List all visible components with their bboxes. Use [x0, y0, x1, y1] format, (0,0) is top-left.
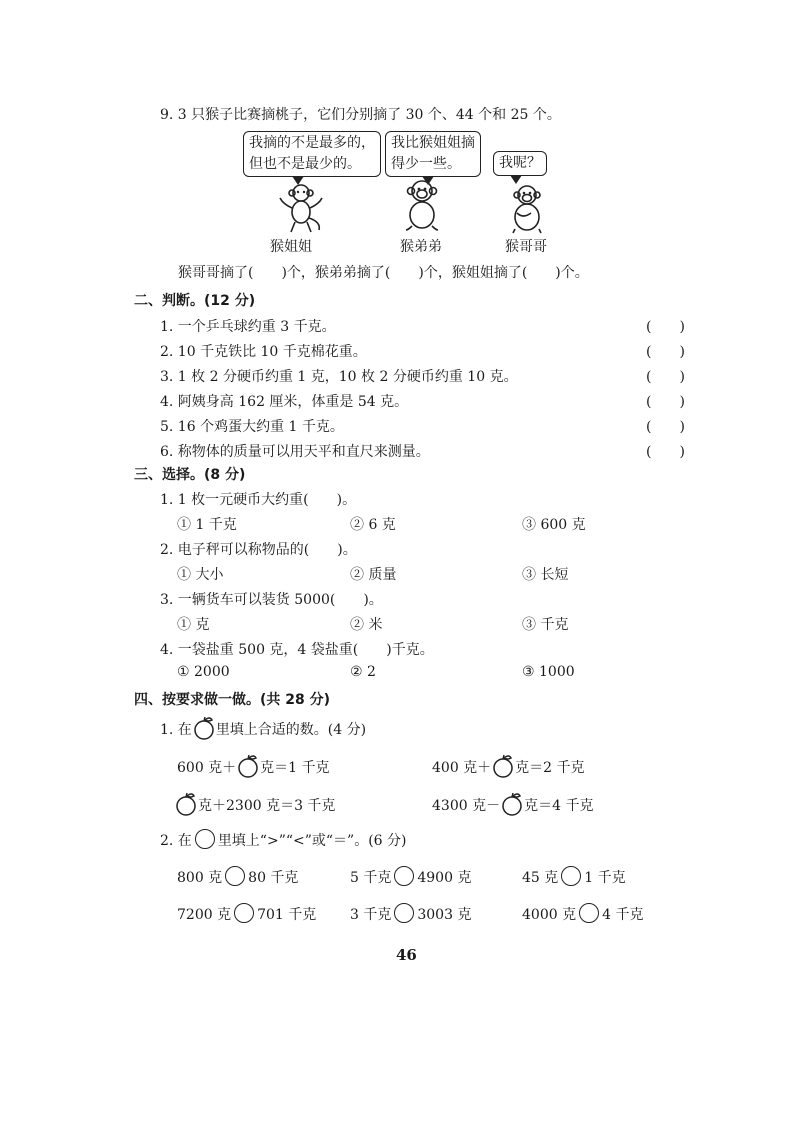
- compare-item-6: [522, 903, 643, 924]
- compare-blank-circle[interactable]: [225, 866, 245, 886]
- judge-item-6: 6. 称物体的质量可以用天平和直尺来测量。: [160, 444, 430, 460]
- judge-answer-2[interactable]: ( ): [646, 344, 685, 360]
- choice-1-option-2[interactable]: ② 6 克: [350, 517, 396, 533]
- compare-4-left: 7200 克: [177, 907, 232, 923]
- section4-q2: [160, 829, 407, 850]
- compare-blank-circle[interactable]: [394, 903, 414, 923]
- compare-5-right: 3003 克: [417, 907, 472, 923]
- judge-answer-1[interactable]: ( ): [646, 319, 685, 335]
- speech-bubble-young-brother: [385, 131, 481, 177]
- choice-3-option-1[interactable]: ① 克: [177, 617, 210, 633]
- fill-apple-item-3: [174, 792, 335, 816]
- fill-apple-4-right: 克＝4 千克: [524, 798, 594, 814]
- section4-q1-prefix: 1. 在: [160, 722, 192, 738]
- bubble-young-brother-line1: 我比猴姐姐摘: [391, 135, 475, 151]
- compare-item-2: [350, 866, 471, 887]
- choice-question-3: 3. 一辆货车可以装货 5000( )。: [160, 592, 383, 608]
- compare-6-left: 4000 克: [522, 907, 577, 923]
- fill-apple-item-4: [432, 792, 593, 816]
- section4-title: 四、按要求做一做。(共 28 分): [134, 692, 331, 708]
- compare-item-4: [177, 903, 316, 924]
- choice-2-option-2[interactable]: ② 质量: [350, 567, 397, 583]
- section4-q2-suffix: 里填上“>”“<”或“＝”。(6 分): [217, 833, 407, 849]
- monkey-sister-icon: [275, 182, 327, 234]
- compare-item-1: [177, 866, 298, 887]
- bubble-young-brother-line2: 得少一些。: [391, 156, 461, 172]
- page-number: 46: [396, 946, 417, 964]
- q9-text: 9. 3 只猴子比赛摘桃子，它们分别摘了 30 个、44 个和 25 个。: [160, 107, 561, 123]
- compare-item-3: [522, 866, 626, 887]
- fill-apple-2-left: 400 克＋: [432, 760, 492, 776]
- choice-4-option-1[interactable]: ① 2000: [177, 664, 230, 680]
- section3-title: 三、选择。(8 分): [134, 467, 246, 483]
- compare-2-left: 5 千克: [350, 870, 392, 886]
- section2-title: 二、判断。(12 分): [134, 293, 256, 309]
- fill-apple-item-2: [432, 754, 585, 778]
- monkey-young-brother-label: 猴弟弟: [400, 239, 442, 255]
- fill-apple-3-right: 克＋2300 克＝3 千克: [198, 798, 336, 814]
- monkey-old-brother-icon: [505, 183, 549, 235]
- fill-apple-2-right: 克＝2 千克: [515, 760, 585, 776]
- section4-q2-prefix: 2. 在: [160, 833, 192, 849]
- judge-answer-4[interactable]: ( ): [646, 394, 685, 410]
- judge-item-2: 2. 10 千克铁比 10 千克棉花重。: [160, 344, 367, 360]
- compare-blank-circle[interactable]: [394, 866, 414, 886]
- compare-blank-circle[interactable]: [579, 903, 599, 923]
- judge-item-5: 5. 16 个鸡蛋大约重 1 千克。: [160, 419, 344, 435]
- bubble-sister-line1: 我摘的不是最多的，: [249, 135, 375, 151]
- compare-blank-circle[interactable]: [561, 866, 581, 886]
- bubble-old-brother-text: 我呢？: [499, 155, 541, 171]
- bubble-sister-line2: 但也不是最少的。: [249, 156, 361, 172]
- circle-icon: [195, 829, 215, 849]
- q9-answer-line: 猴哥哥摘了( )个，猴弟弟摘了( )个，猴姐姐摘了( )个。: [178, 265, 589, 281]
- compare-1-right: 80 千克: [248, 870, 299, 886]
- speech-bubble-sister: [243, 131, 381, 177]
- compare-2-right: 4900 克: [417, 870, 472, 886]
- compare-5-left: 3 千克: [350, 907, 392, 923]
- judge-item-4: 4. 阿姨身高 162 厘米，体重是 54 克。: [160, 394, 409, 410]
- monkey-young-brother-icon: [398, 178, 446, 234]
- monkey-old-brother-label: 猴哥哥: [505, 239, 547, 255]
- choice-question-4: 4. 一袋盐重 500 克，4 袋盐重( )千克。: [160, 642, 434, 658]
- choice-question-2: 2. 电子秤可以称物品的( )。: [160, 542, 357, 558]
- compare-4-right: 701 千克: [257, 907, 317, 923]
- choice-2-option-1[interactable]: ① 大小: [177, 567, 224, 583]
- fill-apple-4-left: 4300 克－: [432, 798, 501, 814]
- speech-bubble-old-brother: [493, 151, 547, 176]
- judge-item-1: 1. 一个乒乓球约重 3 千克。: [160, 319, 336, 335]
- apple-blank-icon[interactable]: [237, 754, 259, 778]
- apple-blank-icon[interactable]: [492, 754, 514, 778]
- apple-blank-icon[interactable]: [501, 792, 523, 816]
- choice-4-option-3[interactable]: ③ 1000: [522, 664, 575, 680]
- choice-1-option-3[interactable]: ③ 600 克: [522, 517, 586, 533]
- choice-2-option-3[interactable]: ③ 长短: [522, 567, 569, 583]
- judge-item-3: 3. 1 枚 2 分硬币约重 1 克，10 枚 2 分硬币约重 10 克。: [160, 369, 518, 385]
- choice-4-option-2[interactable]: ② 2: [350, 664, 376, 680]
- section4-q1: [160, 716, 366, 740]
- fill-apple-1-right: 克＝1 千克: [260, 760, 330, 776]
- compare-item-5: [350, 903, 471, 924]
- apple-icon: [193, 716, 215, 740]
- fill-apple-item-1: [177, 754, 330, 778]
- compare-3-right: 1 千克: [584, 870, 626, 886]
- compare-6-right: 4 千克: [602, 907, 644, 923]
- compare-3-left: 45 克: [522, 870, 559, 886]
- choice-3-option-3[interactable]: ③ 千克: [522, 617, 569, 633]
- choice-1-option-1[interactable]: ① 1 千克: [177, 517, 237, 533]
- judge-answer-6[interactable]: ( ): [646, 444, 685, 460]
- section4-q1-suffix: 里填上合适的数。(4 分): [215, 722, 367, 738]
- choice-question-1: 1. 1 枚一元硬币大约重( )。: [160, 492, 357, 508]
- fill-apple-1-left: 600 克＋: [177, 760, 237, 776]
- compare-blank-circle[interactable]: [234, 903, 254, 923]
- apple-blank-icon[interactable]: [175, 792, 197, 816]
- choice-3-option-2[interactable]: ② 米: [350, 617, 383, 633]
- monkey-sister-label: 猴姐姐: [270, 239, 312, 255]
- judge-answer-3[interactable]: ( ): [646, 369, 685, 385]
- compare-1-left: 800 克: [177, 870, 223, 886]
- judge-answer-5[interactable]: ( ): [646, 419, 685, 435]
